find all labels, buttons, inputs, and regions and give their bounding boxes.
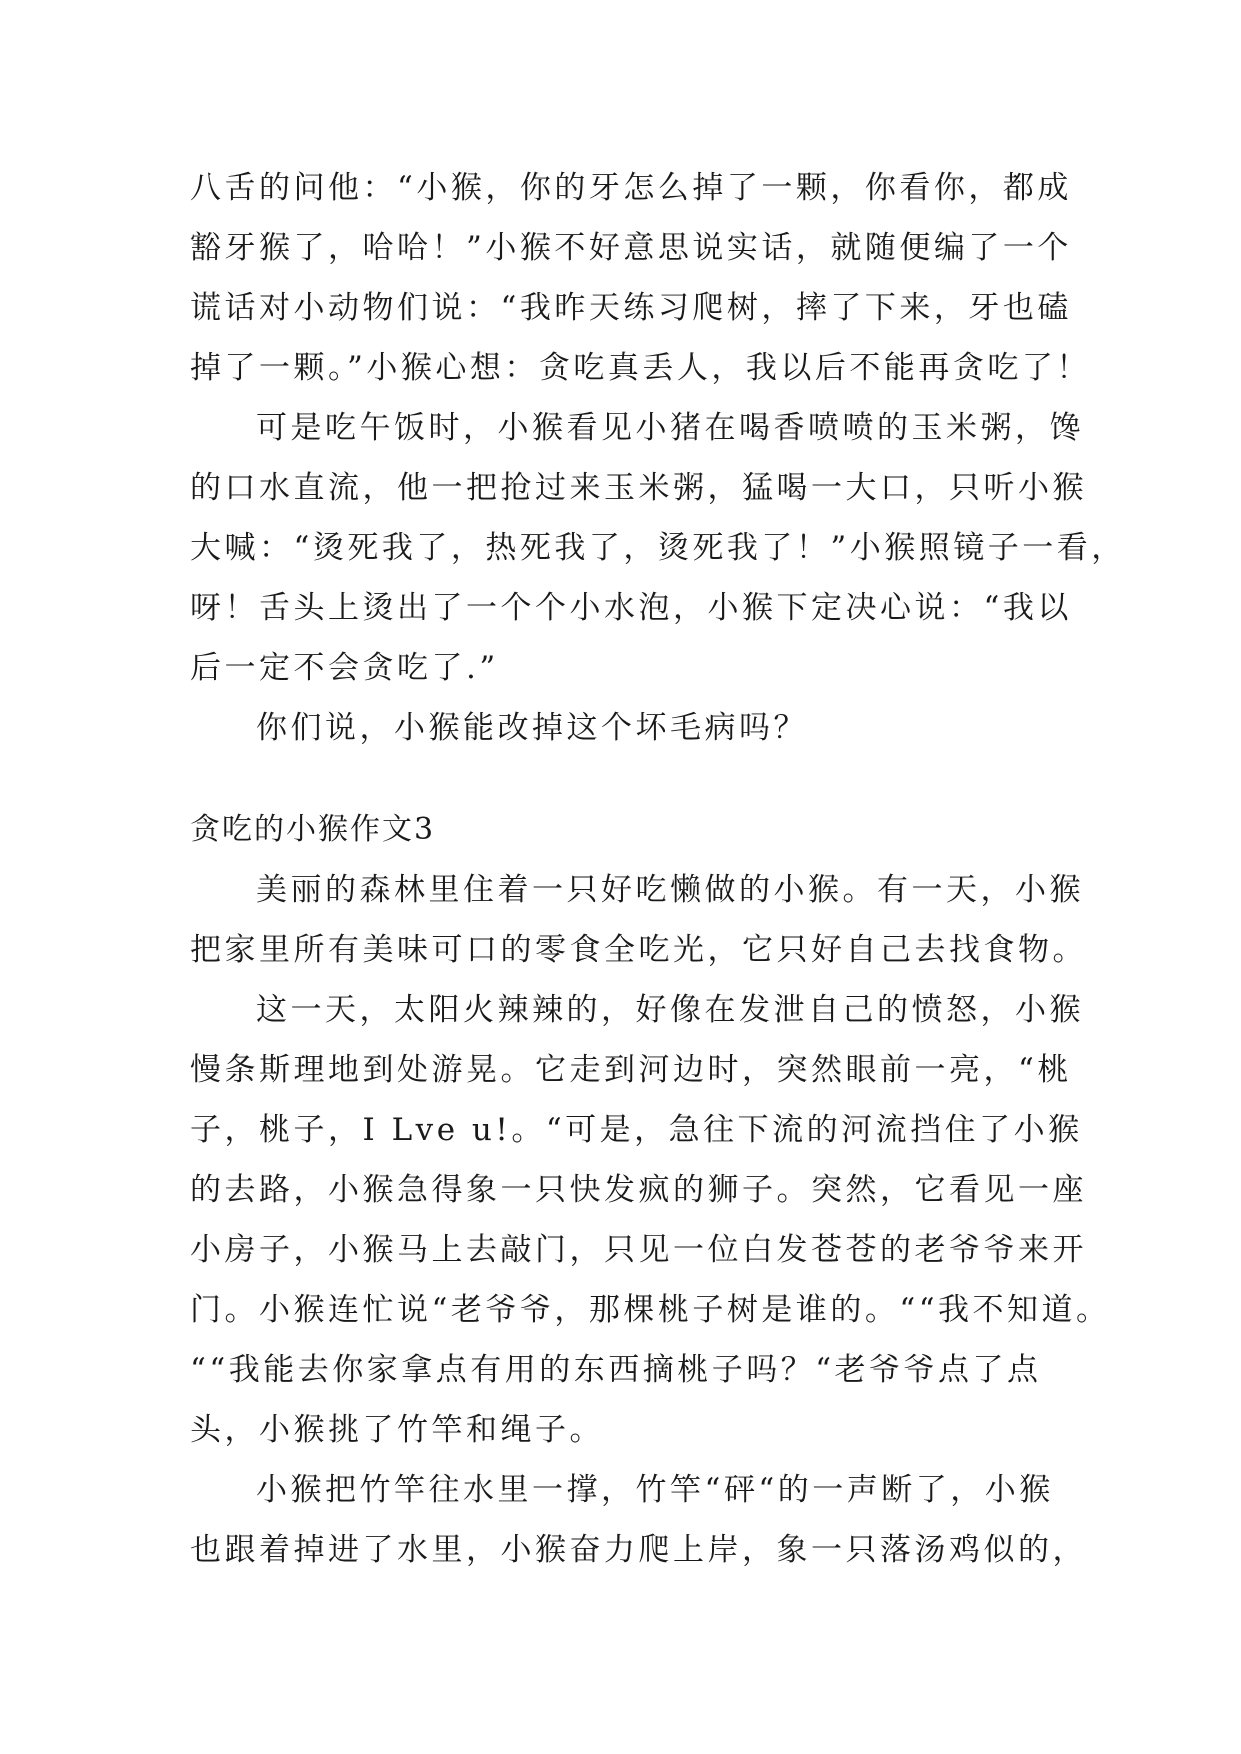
paragraph-first-line: 美丽的森林里住着一只好吃懒做的小猴。有一天，小猴 bbox=[256, 872, 1084, 908]
paragraph-first-line: 这一天，太阳火辣辣的，好像在发泄自己的愤怒，小猴 bbox=[256, 992, 1084, 1028]
text-line: 呀！舌头上烫出了一个个小水泡，小猴下定决心说：“我以 bbox=[190, 590, 1072, 626]
paragraph-question: 你们说，小猴能改掉这个坏毛病吗？ bbox=[256, 710, 808, 746]
text-line: 后一定不会贪吃了.” bbox=[190, 650, 499, 686]
text-line: 八舌的问他：“小猴，你的牙怎么掉了一颗，你看你，都成 bbox=[190, 170, 1072, 206]
text-line: 谎话对小动物们说：“我昨天练习爬树，摔了下来，牙也磕 bbox=[190, 290, 1072, 326]
text-line: 掉了一颗。”小猴心想：贪吃真丢人，我以后不能再贪吃了！ bbox=[190, 350, 1091, 386]
paragraph-first-line: 小猴把竹竿往水里一撑，竹竿“砰“的一声断了，小猴 bbox=[256, 1472, 1054, 1508]
text-line: 大喊：“烫死我了，热死我了，烫死我了！”小猴照镜子一看， bbox=[190, 530, 1126, 566]
text-line: 子，桃子，I Lve u!。“可是，急往下流的河流挡住了小猴 bbox=[190, 1112, 1083, 1148]
text-line: 也跟着掉进了水里，小猴奋力爬上岸，象一只落汤鸡似的， bbox=[190, 1532, 1087, 1568]
text-line: 的去路，小猴急得象一只快发疯的狮子。突然，它看见一座 bbox=[190, 1172, 1087, 1208]
document-body bbox=[190, 158, 1126, 1580]
text-line: 门。小猴连忙说“老爷爷，那棵桃子树是谁的。““我不知道。 bbox=[190, 1292, 1111, 1328]
text-line: 小房子，小猴马上去敲门，只见一位白发苍苍的老爷爷来开 bbox=[190, 1232, 1087, 1268]
paragraph-first-line: 可是吃午饭时，小猴看见小猪在喝香喷喷的玉米粥，馋 bbox=[256, 410, 1084, 446]
text-line: 头，小猴挑了竹竿和绳子。 bbox=[190, 1412, 604, 1448]
text-line: 把家里所有美味可口的零食全吃光，它只好自己去找食物。 bbox=[190, 932, 1087, 968]
text-line: ““我能去你家拿点有用的东西摘桃子吗？“老爷爷点了点 bbox=[190, 1352, 1042, 1388]
essay-title: 贪吃的小猴作文3 bbox=[190, 812, 436, 847]
section-gap bbox=[190, 758, 1060, 800]
text-line: 豁牙猴了，哈哈！”小猴不好意思说实话，就随便编了一个 bbox=[190, 230, 1072, 266]
text-line: 慢条斯理地到处游晃。它走到河边时，突然眼前一亮，“桃 bbox=[190, 1052, 1072, 1088]
text-line: 的口水直流，他一把抢过来玉米粥，猛喝一大口，只听小猴 bbox=[190, 470, 1087, 506]
